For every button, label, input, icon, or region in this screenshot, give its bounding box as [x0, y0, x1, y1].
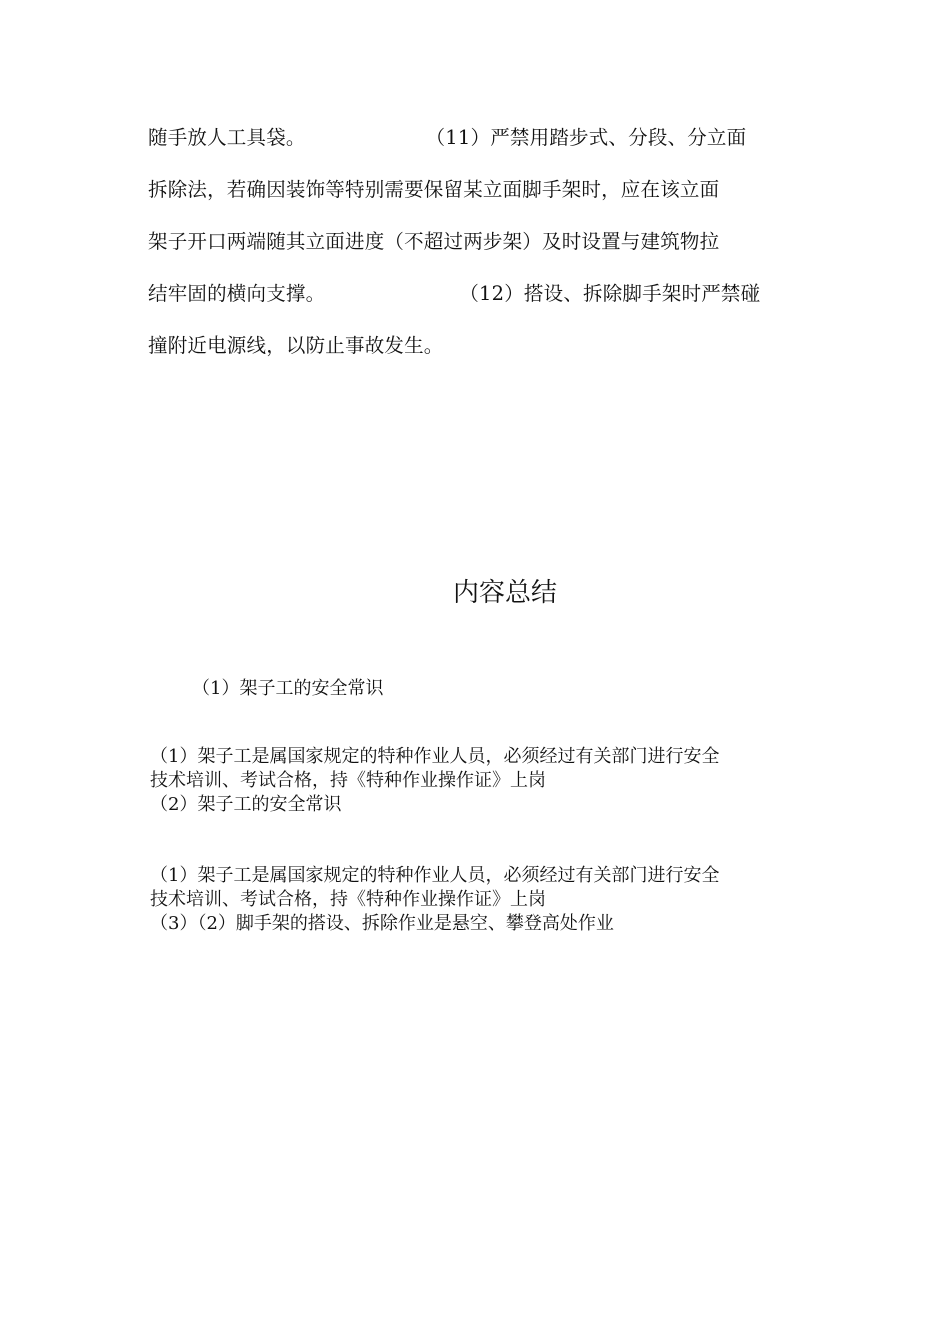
summary-line: 技术培训、考试合格，持《特种作业操作证》上岗 — [150, 770, 546, 791]
summary-line: （1）架子工是属国家规定的特种作业人员，必须经过有关部门进行安全 — [150, 865, 720, 886]
summary-line: （2）架子工的安全常识 — [150, 794, 342, 815]
summary-subtitle: （1）架子工的安全常识 — [192, 678, 384, 699]
paragraph-line — [148, 112, 800, 164]
paragraph-line: 撞附近电源线，以防止事故发生。 — [148, 334, 444, 357]
paragraph-text: 结牢固的横向支撑。 — [148, 282, 326, 305]
summary-title: 内容总结 — [452, 578, 557, 608]
body-paragraph — [148, 112, 800, 372]
paragraph-text: （12）搭设、拆除脚手架时严禁碰 — [459, 282, 761, 305]
summary-block — [150, 864, 810, 936]
paragraph-line — [148, 268, 800, 320]
summary-line: 技术培训、考试合格，持《特种作业操作证》上岗 — [150, 889, 546, 910]
paragraph-line: 架子开口两端随其立面进度（不超过两步架）及时设置与建筑物拉 — [148, 230, 720, 253]
paragraph-text: （11）严禁用踏步式、分段、分立面 — [425, 126, 747, 149]
summary-line: （1）架子工是属国家规定的特种作业人员，必须经过有关部门进行安全 — [150, 746, 720, 767]
summary-line: （3）（2）脚手架的搭设、拆除作业是悬空、攀登高处作业 — [150, 913, 614, 934]
summary-block — [150, 745, 810, 817]
paragraph-line: 拆除法，若确因装饰等特别需要保留某立面脚手架时，应在该立面 — [148, 178, 720, 201]
paragraph-text: 随手放人工具袋。 — [148, 126, 306, 149]
